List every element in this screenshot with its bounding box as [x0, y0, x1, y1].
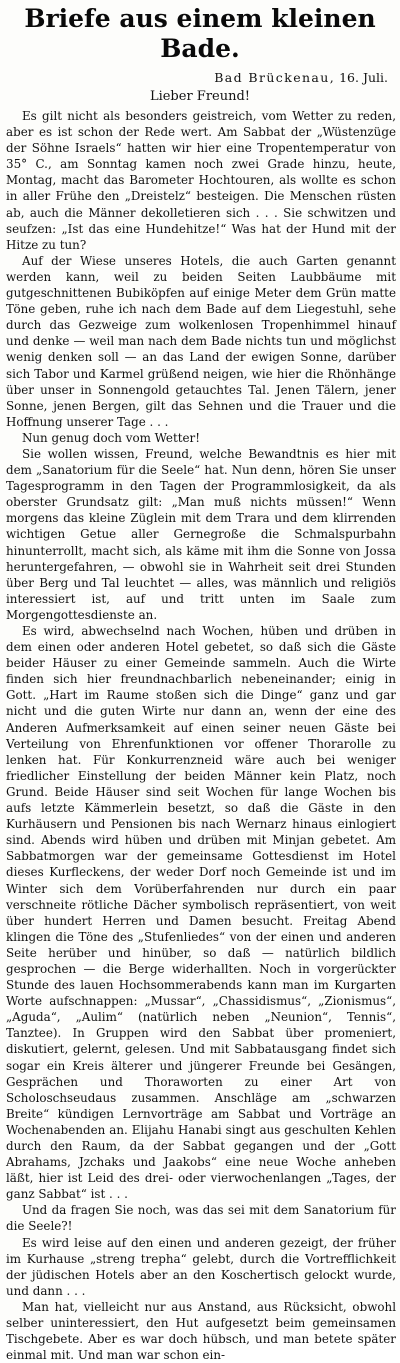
- dateline-place: Bad Brückenau,: [214, 70, 336, 85]
- article-dateline: [0, 70, 400, 86]
- article-headline: Briefe aus einem kleinen Bade.: [24, 4, 376, 63]
- paragraph-prayer-community: Es wird, abwechselnd nach Wochen, hüben und drüben in dem einen oder anderen Hotel gebetet, so daß sich die Gäste beider Häuser zu einer Gemeinde sammeln. Auch die Wirte finden sich hier freundnachbarlich nebeneinander; einig in Gott. „Hart im Raume stoßen sich die Dinge“ ganz und gar nicht und die guten Wirte nur dann an, wenn der eine des Anderen Aufmerksamkeit auf einen seiner neuen Gäste bei Verteilung von Ehrenfunktionen vor offener Thorarolle zu lenken hat. Für Konkurrenzneid wäre auch bei weniger friedlicher Einstellung der beiden Männer kein Platz, noch Grund. Beide Häuser sind seit Wochen für lange Wochen bis aufs letzte Kämmerlein besetzt, so daß die Gäste in den Kurhäusern und Pensionen bis nach Wernarz hinaus einlogiert sind. Abends wird hüben und drüben mit Minjan gebetet. Am Sabbatmorgen war der gemeinsame Gottesdienst im Hotel dieses Kurfleckens, der weder Dorf noch Gemeinde ist und im Winter sich dem Vorüberfahrenden nur durch ein paar verschneite rötliche Dächer symbolisch repräsentiert, von weit über hundert Herren und Damen besucht. Freitag Abend klingen die Töne des „Stufenliedes“ von der einen und anderen Seite herüber und hinüber, so daß — natürlich bildlich gesprochen — die Berge widerhallten. Noch in vorgerückter Stunde des lauen Hochsommerabends kann man im Kurgarten Worte aufschnappen: „Mussar“, „Chassidismus“, „Zionismus“, „Aguda“, „Aulim“ (natürlich neben „Neunion“, Tennis“, Tanztee). In Gruppen wird den Sabbat über promeniert, diskutiert, gelernt, gelesen. Und mit Sabbatausgang findet sich sogar ein Kreis älterer und jüngerer Freunde bei Gesängen, Gesprächen und Thoraworten zu einer Art von Scholoschseudaus zusammen. Anschläge am „schwarzen Breite“ kündigen Lernvorträge am Sabbat und Vorträge an Wochenabenden an. Elijahu Hanabi singt aus geschulten Kehlen durch den Raum, da der Sabbat gegangen und der „Gott Abrahams, Jzchaks und Jaakobs“ eine neue Woche anheben läßt, hier ist Leid des drei- oder vierwochenlangen „Tages, der ganz Sabbat“ ist . . .: [6, 624, 396, 1202]
- paragraph-question: Und da fragen Sie noch, was das sei mit dem Sanatorium für die Seele?!: [6, 1203, 396, 1234]
- paragraph-trepha: Es wird leise auf den einen und anderen gezeigt, der früher im Kurhause „streng trepha“ gelebt, durch die Vortrefflichkeit der jüdischen Hotels aber an den Koschertisch gelockt wurde, und dann . . .: [6, 1235, 396, 1298]
- paragraph-sanatorium: Sie wollen wissen, Freund, welche Bewandtnis es hier mit dem „Sanatorium für die Seele“ hat. Nun denn, hören Sie unser Tagesprogramm in den Tagen der Programmlosigkeit, da als oberster Grundsatz gilt: „Man muß nichts müssen!“ Wenn morgens das kleine Züglein mit dem Trara und dem klirrenden wichtigen Getue aller Gernegroße die Schmalspurbahn hinunterrollt, macht sich, als käme mit ihm die Sonne von Jossa heruntergefahren, — obwohl sie in Wahrheit seit drei Stunden über Berg und Tal leuchtet — alles, was männlich und religiös interessiert ist, auf und tritt unten im Saale zum Morgengottesdienste an.: [6, 446, 396, 622]
- paragraph-table-prayer: Man hat, vielleicht nur aus Anstand, aus Rücksicht, obwohl selber uninteressiert, den Hut aufgesetzt beim gemeinsamen Tischgebete. Aber es war doch hübsch, und man betete später einmal mit. Und man war schon ein-: [6, 1299, 396, 1363]
- letter-salutation: Lieber Freund!: [149, 89, 251, 104]
- paragraph-weather: Es gilt nicht als besonders geistreich, vom Wetter zu reden, aber es ist schon der Rede wert. Am Sabbat der „Wüstenzüge der Söhne Israels“ hatten wir hier eine Tropentemperatur von 35° C., am Sonntag kamen noch zwei Grade hinzu, heute, Montag, macht das Barometer Hochtouren, als wollte es schon in aller Frühe den „Dreistelz“ besteigen. Die Menschen rüsten ab, auch die Männer dekolletieren sich . . . Sie schwitzen und seufzen: „Ist das eine Hundehitze!“ Was hat der Hund mit der Hitze zu tun?: [6, 109, 396, 252]
- dateline-date: 16. Juli.: [339, 70, 388, 85]
- paragraph-garden: Auf der Wiese unseres Hotels, die auch Garten genannt werden kann, weil zu beiden Seiten Laubbäume mit gutgeschnittenen Bubiköpfen auf einige Meter dem Grün matte Töne geben, ruhe ich nach dem Bade auf dem Liegestuhl, sehe durch das Gezweige zum wolkenlosen Tropenhimmel hinauf und denke — weil man nach dem Bade nichts tun und möglichst wenig denken soll — an das Land der ewigen Sonne, darüber sich Tabor und Karmel grüßend neigen, wie hier die Rhönhänge über unser in Sonnengold getauchtes Tal. Jenen Tälern, jener Sonne, jenen Bergen, gilt das Sehnen und die Trauer und die Hoffnung unserer Tage . . .: [6, 253, 396, 429]
- article-body: [6, 108, 396, 1363]
- paragraph-enough-weather: Nun genug doch vom Wetter!: [22, 430, 200, 445]
